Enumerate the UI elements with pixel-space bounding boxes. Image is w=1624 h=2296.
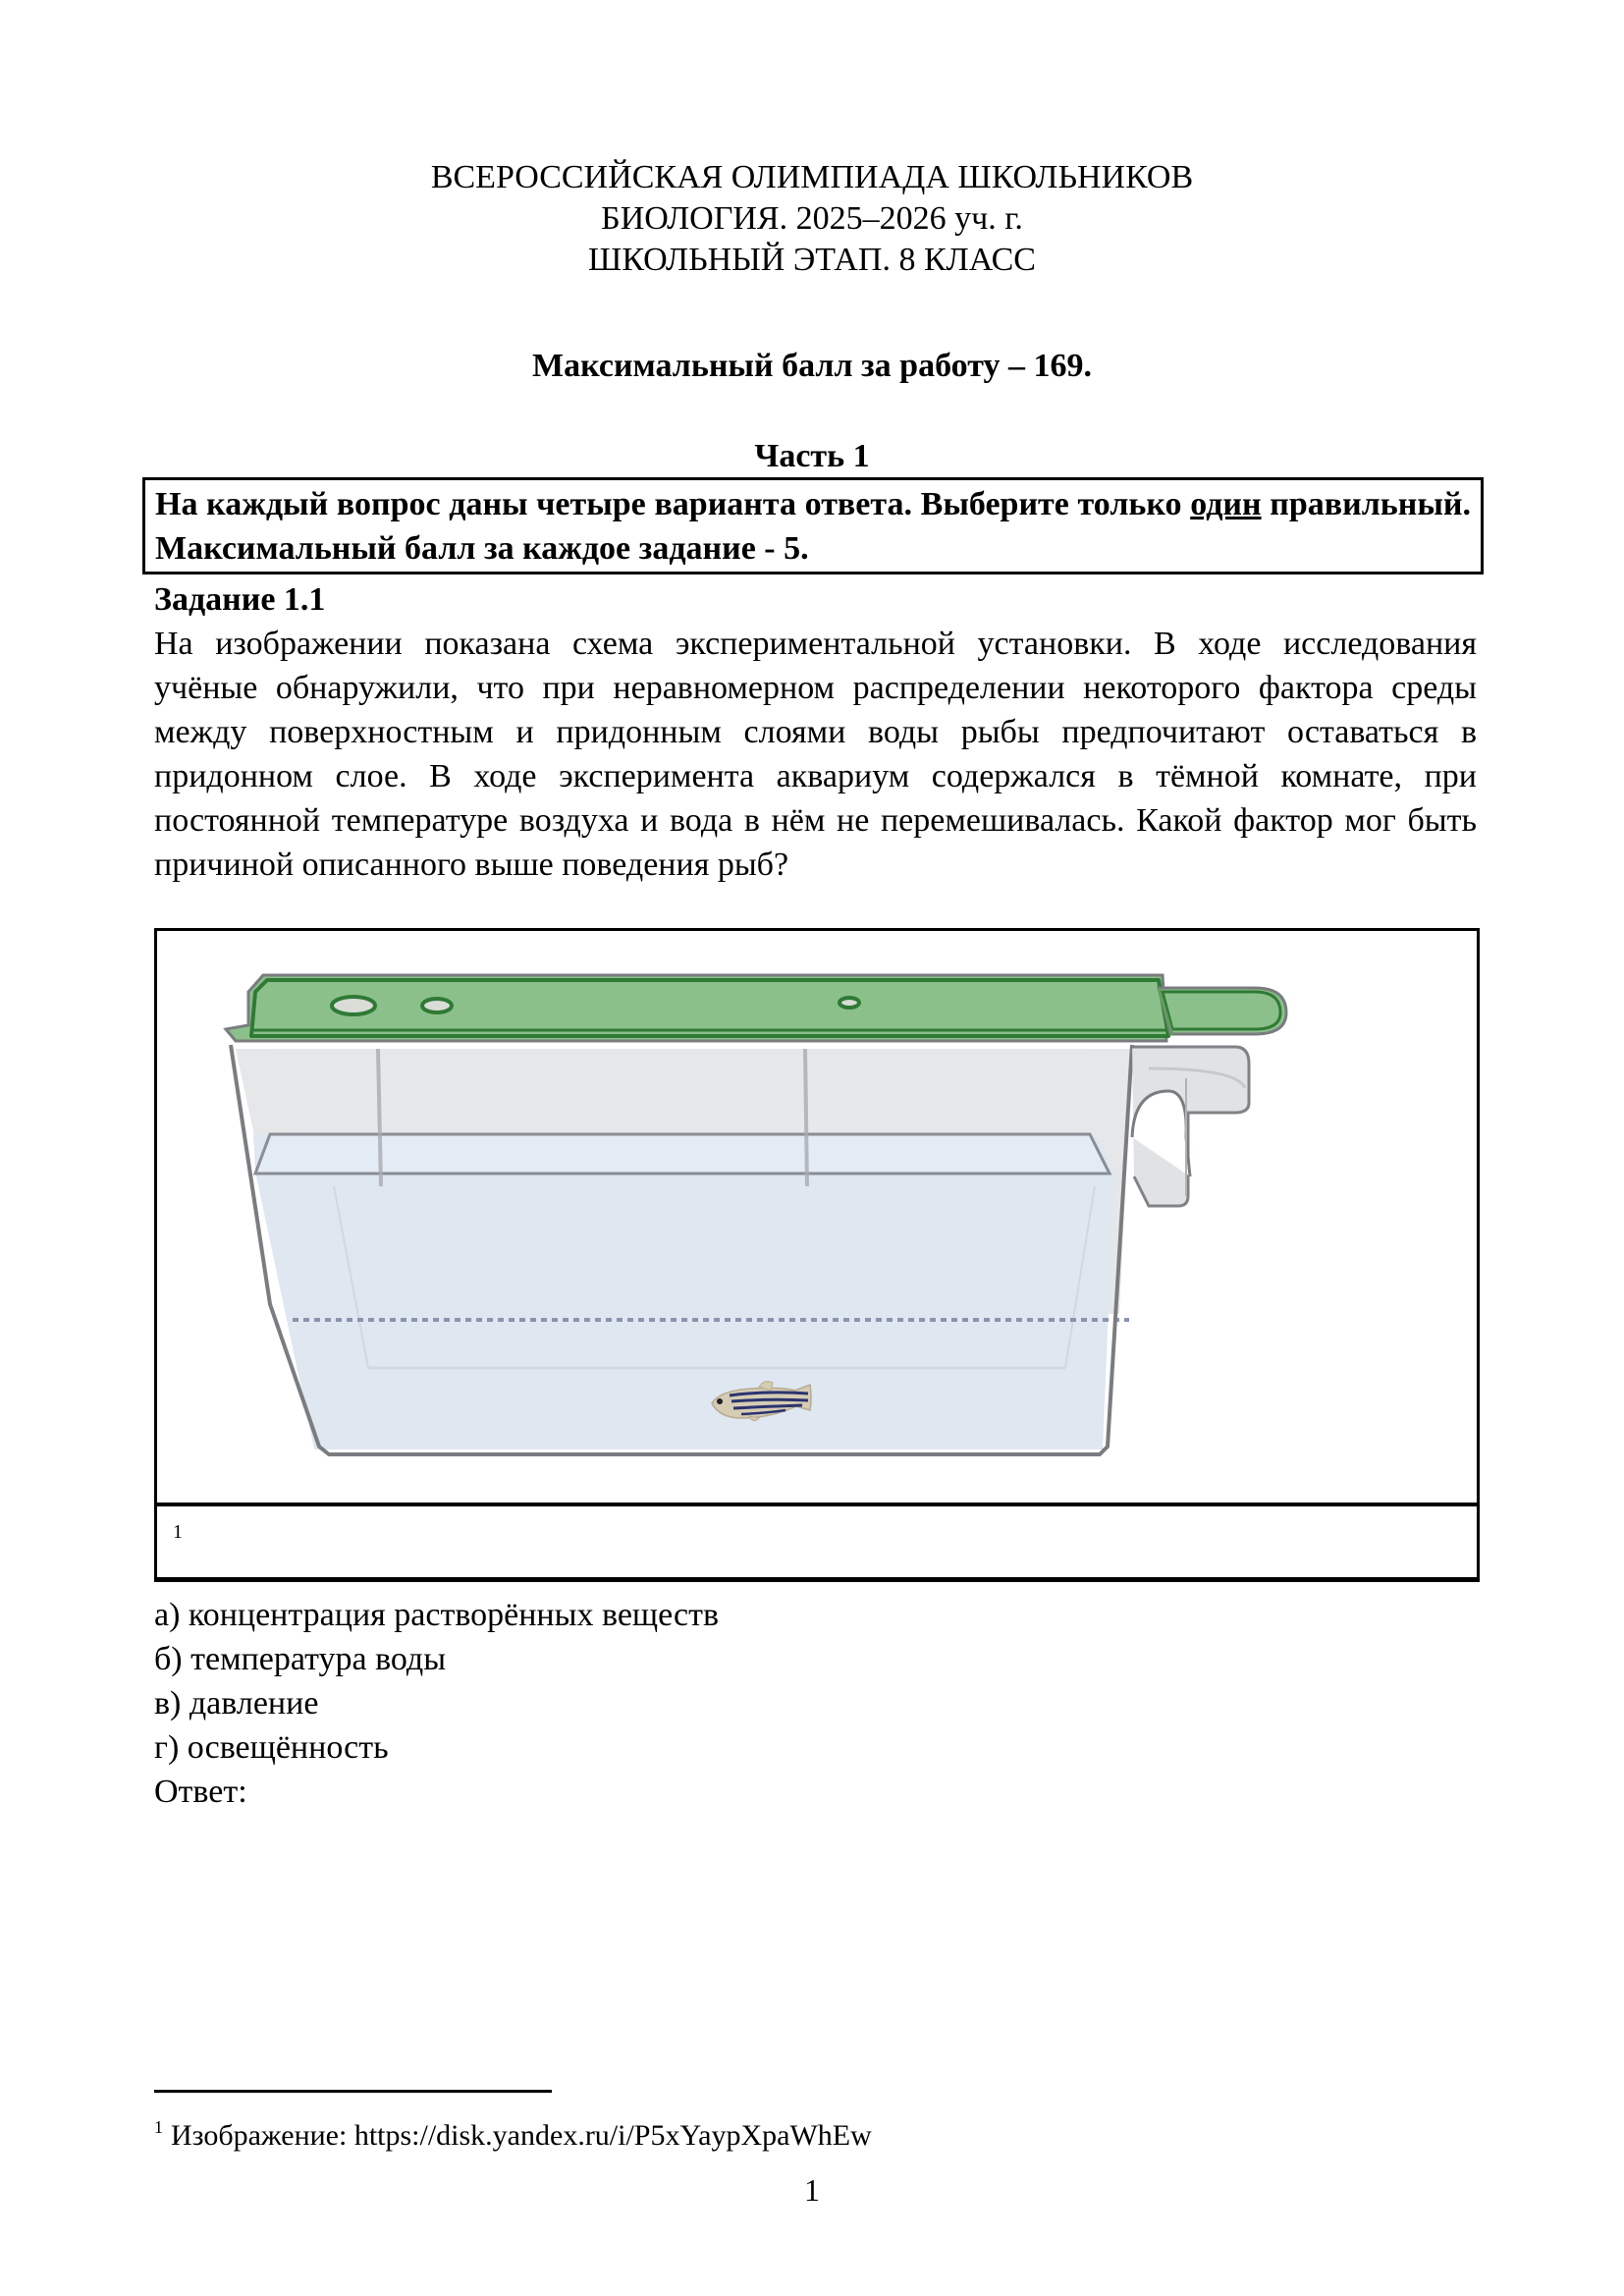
answer-options: [154, 1593, 719, 1814]
olympiad-header: [0, 157, 1624, 281]
lid-hole-large-icon: [332, 997, 375, 1014]
header-line-stage: ШКОЛЬНЫЙ ЭТАП. 8 КЛАСС: [588, 242, 1036, 278]
task-title: Задание 1.1: [154, 581, 326, 618]
aquarium-illustration: [157, 931, 1477, 1505]
footnote-divider: [154, 2090, 552, 2093]
part-title: Часть 1: [754, 438, 870, 474]
header-line-olympiad: ВСЕРОССИЙСКАЯ ОЛИМПИАДА ШКОЛЬНИКОВ: [430, 159, 1194, 195]
instruction-underlined-word: один: [1190, 486, 1262, 522]
task-question-text: На изображении показана схема экспериментальной установки. В ходе исследования учёные обнаружили, что при неравномерном распределении некоторого фактора среды между поверхностным и придонным слоями воды рыбы предпочитают оставаться в придонном слое. В ходе эксперимента аквариум содержался в тёмной комнате, при постоянной температуре воздуха и вода в нём не перемешивалась. Какой фактор мог быть причиной описанного выше поведения рыб?: [154, 626, 1477, 883]
option-a: а) концентрация растворённых веществ: [154, 1597, 720, 1633]
option-c: в) давление: [154, 1685, 319, 1722]
instruction-text: [145, 480, 1481, 571]
figure-box: [154, 928, 1480, 1582]
footnote-text: Изображение: https://disk.yandex.ru/i/P5xYaypXpaWhEw: [171, 2119, 872, 2152]
figure-footnote-ref: 1: [173, 1521, 183, 1543]
instruction-box: [142, 477, 1484, 574]
lid-hole-small-icon: [839, 998, 859, 1008]
page-number: 1: [804, 2172, 820, 2208]
footnote-marker: 1: [154, 2117, 163, 2137]
answer-label: Ответ:: [154, 1774, 247, 1810]
figure-caption-box: [154, 1503, 1480, 1580]
max-score-heading: Максимальный балл за работу – 169.: [532, 348, 1092, 384]
instruction-text-start: На каждый вопрос даны четыре варианта ответа. Выберите только: [155, 486, 1191, 522]
lid-hole-medium-icon: [422, 999, 452, 1012]
option-b: б) температура воды: [154, 1641, 447, 1677]
footnote: [154, 2109, 872, 2154]
instruction-text-end: правильный. Максимальный балл за каждое задание - 5.: [155, 486, 1471, 567]
header-line-subject: БИОЛОГИЯ. 2025–2026 уч. г.: [601, 200, 1023, 237]
option-d: г) освещённость: [154, 1729, 389, 1766]
